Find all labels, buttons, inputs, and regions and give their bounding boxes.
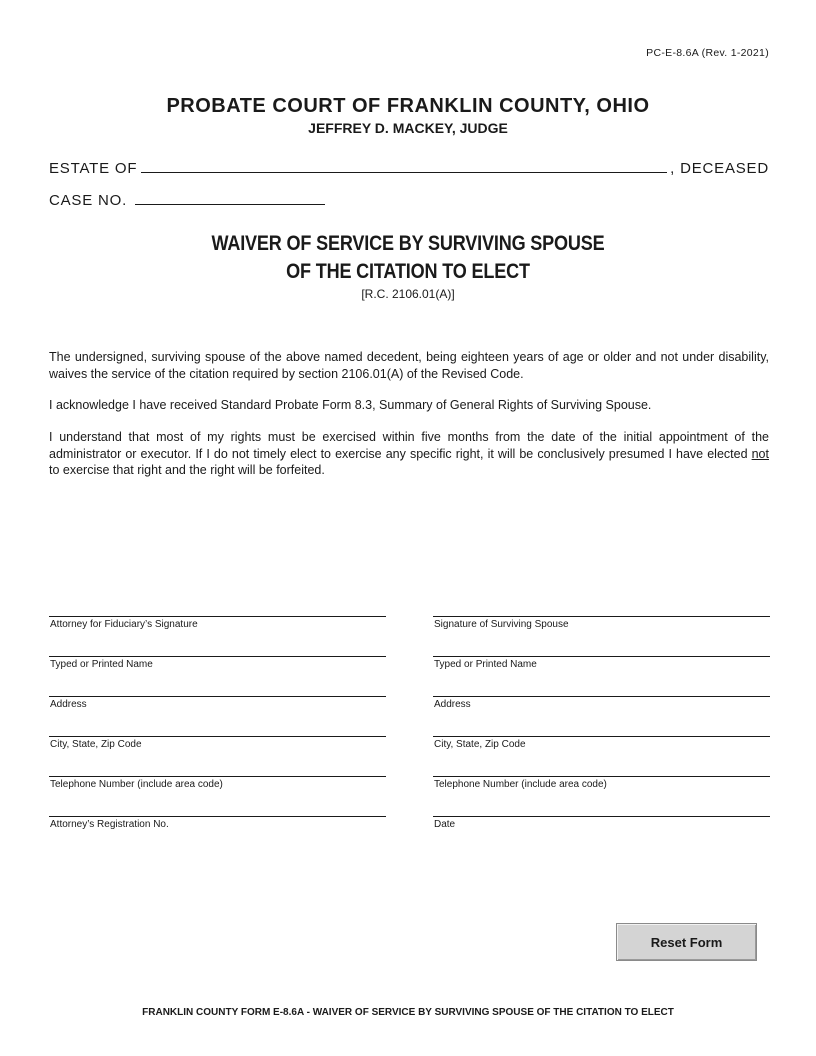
field-label: Date [434,819,456,830]
field-label: Typed or Printed Name [50,659,153,670]
spouse-city-state-zip-field[interactable] [433,720,770,760]
judge-name: JEFFREY D. MACKEY, JUDGE [308,120,508,136]
spouse-name-field[interactable] [433,640,770,680]
case-number-field[interactable] [135,191,325,205]
attorney-registration-field[interactable] [49,800,386,840]
emphasis-not: not [751,446,769,461]
attorney-telephone-field[interactable] [49,760,386,800]
field-label: Attorney’s Registration No. [50,819,169,830]
attorney-city-state-zip-field[interactable] [49,720,386,760]
field-label: Address [434,699,471,710]
form-title-line-2: OF THE CITATION TO ELECT [286,260,530,283]
field-label: Attorney for Fiduciary’s Signature [50,619,198,630]
form-footer: FRANKLIN COUNTY FORM E-8.6A - WAIVER OF SERVICE BY SURVIVING SPOUSE OF THE CITATION TO ELECT [142,1007,674,1018]
attorney-signature-field[interactable] [49,600,386,640]
court-title: PROBATE COURT OF FRANKLIN COUNTY, OHIO [166,95,650,117]
deceased-label: , DECEASED [670,160,769,177]
field-label: City, State, Zip Code [50,739,142,750]
form-title-line-1: WAIVER OF SERVICE BY SURVIVING SPOUSE [211,232,605,255]
spouse-telephone-field[interactable] [433,760,770,800]
field-label: Telephone Number (include area code) [434,779,607,790]
field-label: Typed or Printed Name [434,659,537,670]
understanding-paragraph [49,429,769,479]
attorney-address-field[interactable] [49,680,386,720]
waiver-paragraph: The undersigned, surviving spouse of the above named decedent, being eighteen years of age or older and not under disability, waives the service of the citation required by section 2106.01(A) of the Revised Code. [49,350,769,381]
estate-name-field[interactable] [141,159,667,173]
case-number-label: CASE NO. [49,192,128,209]
estate-label: ESTATE OF [49,160,138,177]
field-label: Signature of Surviving Spouse [434,619,569,630]
field-label: Address [50,699,87,710]
field-label: City, State, Zip Code [434,739,526,750]
statute-reference: [R.C. 2106.01(A)] [361,287,455,301]
estate-row [49,155,769,177]
spouse-address-field[interactable] [433,680,770,720]
spouse-date-field[interactable] [433,800,770,840]
form-number: PC-E-8.6A (Rev. 1-2021) [646,47,769,59]
spouse-signature-field[interactable] [433,600,770,640]
spouse-signature-block [433,600,770,840]
attorney-signature-block [49,600,386,840]
case-number-row [49,187,325,209]
understanding-text-end: to exercise that right and the right will be forfeited. [49,463,325,477]
reset-form-button[interactable]: Reset Form [616,923,757,961]
attorney-name-field[interactable] [49,640,386,680]
form-title [57,230,759,286]
understanding-text: I understand that most of my rights must be exercised within five months from the date of the initial appointment of the administrator or executor. If I do not timely elect to exercise any specific right, it will be conclusively presumed I have elected [49,430,769,461]
field-label: Telephone Number (include area code) [50,779,223,790]
acknowledgement-paragraph: I acknowledge I have received Standard Probate Form 8.3, Summary of General Rights of Surviving Spouse. [49,398,652,412]
